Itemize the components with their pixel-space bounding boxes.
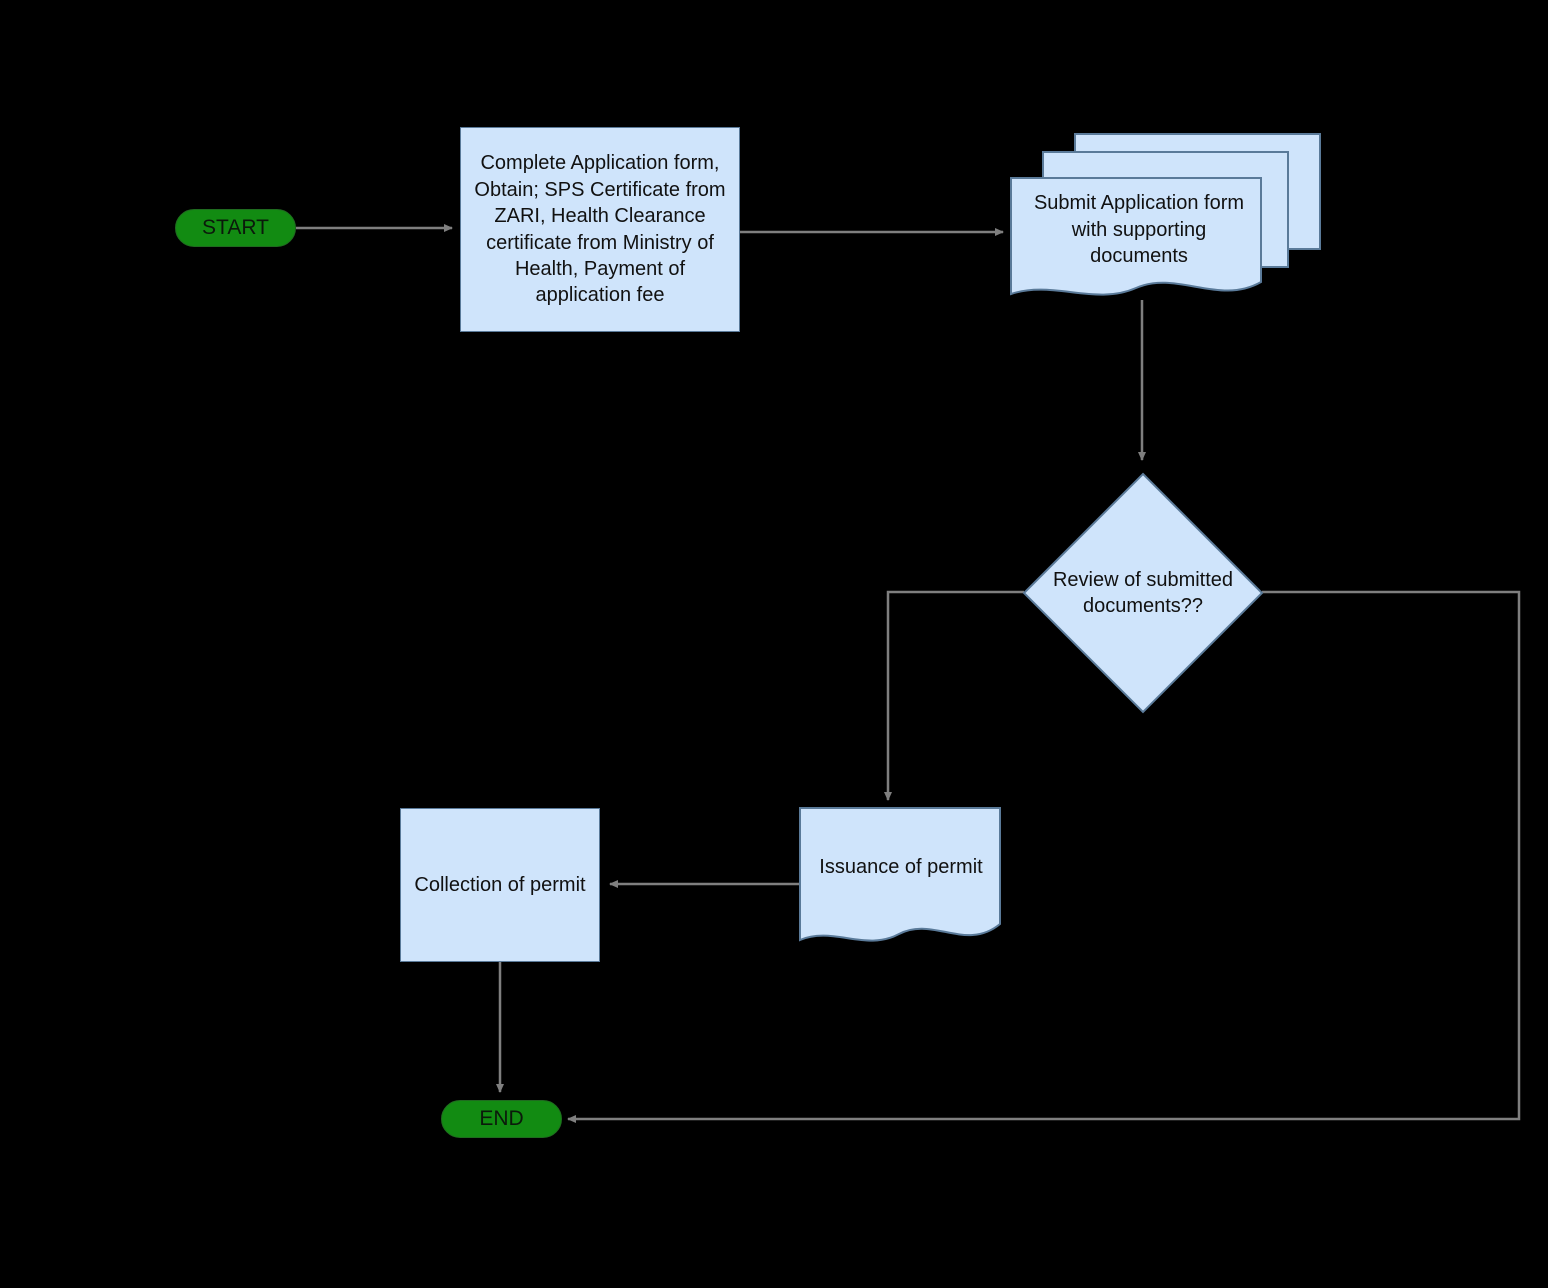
node-issuance-of-permit-label: Issuance of permit [819, 855, 983, 878]
node-collection-of-permit[interactable] [400, 808, 600, 962]
node-submit-application-label: Submit Application form with supporting documents [1033, 192, 1245, 268]
node-end-label: END [479, 1107, 524, 1130]
node-submit-application[interactable] [1005, 130, 1325, 320]
node-complete-application[interactable] [460, 127, 740, 332]
node-review-decision-label: Review of submitted documents?? [1052, 568, 1234, 617]
node-complete-application-label: Complete Application form, Obtain; SPS Certificate from ZARI, Health Clearance certificate from Ministry of Health, Payment of application fee [474, 152, 726, 307]
node-start[interactable] [175, 209, 296, 247]
node-review-decision[interactable] [1022, 472, 1264, 714]
node-issuance-of-permit[interactable] [798, 806, 1004, 958]
node-end[interactable] [441, 1100, 562, 1138]
edge-review-to-issuance [888, 592, 1024, 800]
node-start-label: START [202, 216, 269, 239]
node-collection-of-permit-label: Collection of permit [414, 873, 586, 896]
